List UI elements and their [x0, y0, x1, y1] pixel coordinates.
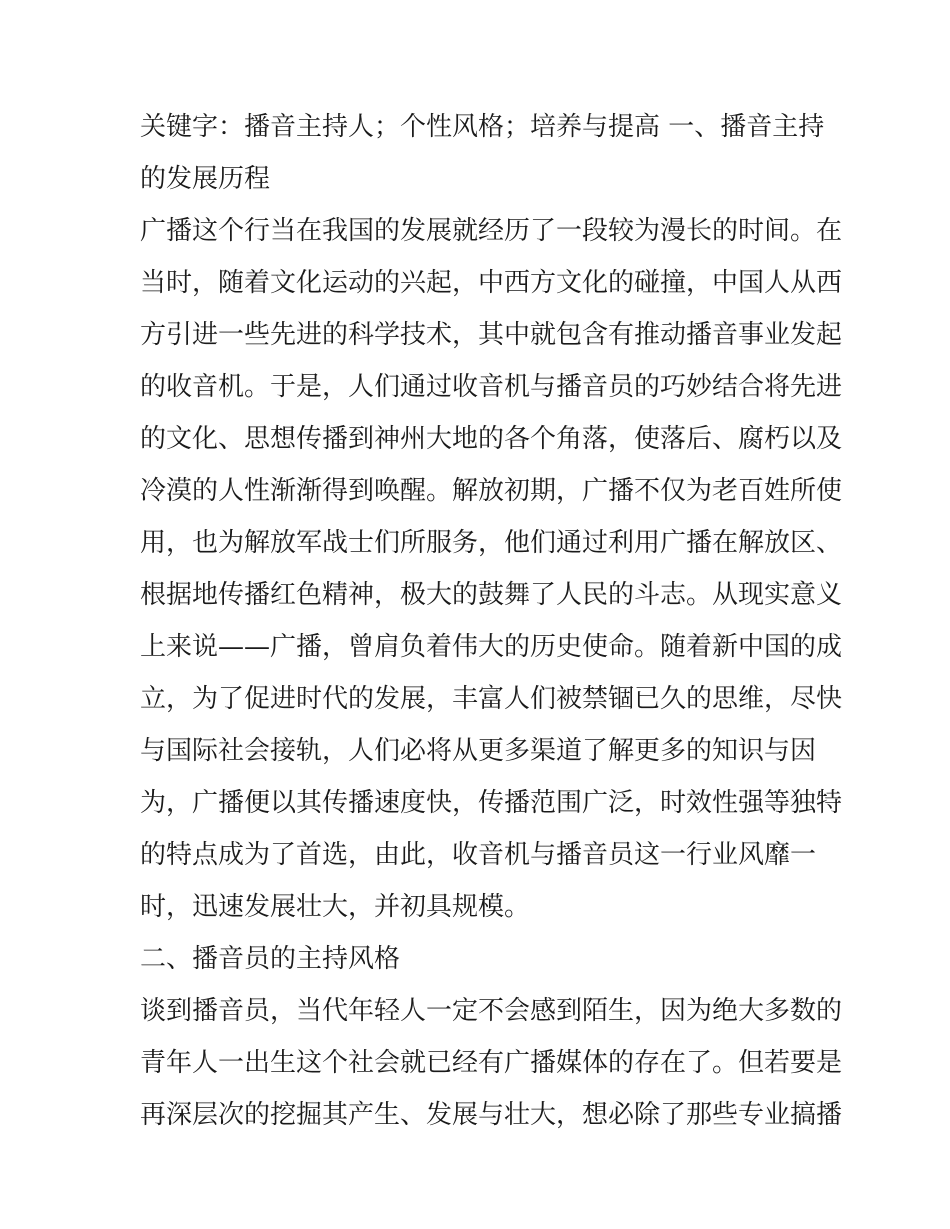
- text-line: 时，迅速发展壮大，并初具规模。: [140, 892, 531, 922]
- text-line: 的特点成为了首选，由此，收音机与播音员这一行业风靡一: [140, 840, 817, 870]
- text-line: 与国际社会接轨，人们必将从更多渠道了解更多的知识与因: [140, 736, 817, 766]
- text-line: 关键字：播音主持人；个性风格；培养与提高 一、播音主持: [140, 112, 825, 142]
- section-heading: 二、播音员的主持风格: [140, 944, 401, 974]
- text-line: 青年人一出生这个社会就已经有广播媒体的存在了。但若要是: [140, 1048, 843, 1078]
- text-line: 再深层次的挖掘其产生、发展与壮大，想必除了那些专业搞播: [140, 1100, 843, 1130]
- text-line: 当时，随着文化运动的兴起，中西方文化的碰撞，中国人从西: [140, 268, 843, 298]
- text-line: 的文化、思想传播到神州大地的各个角落，使落后、腐朽以及: [140, 424, 843, 454]
- text-line: 根据地传播红色精神，极大的鼓舞了人民的斗志。从现实意义: [140, 580, 843, 610]
- text-line: 上来说——广播，曾肩负着伟大的历史使命。随着新中国的成: [140, 632, 843, 662]
- text-line: 冷漠的人性渐渐得到唤醒。解放初期，广播不仅为老百姓所使: [140, 476, 843, 506]
- text-line: 谈到播音员，当代年轻人一定不会感到陌生，因为绝大多数的: [140, 996, 843, 1026]
- text-line: 的发展历程: [140, 164, 271, 194]
- text-line: 方引进一些先进的科学技术，其中就包含有推动播音事业发起: [140, 320, 843, 350]
- text-line: 用，也为解放军战士们所服务，他们通过利用广播在解放区、: [140, 528, 843, 558]
- text-line: 为，广播便以其传播速度快，传播范围广泛，时效性强等独特: [140, 788, 843, 818]
- text-line: 的收音机。于是，人们通过收音机与播音员的巧妙结合将先进: [140, 372, 843, 402]
- text-line: 广播这个行当在我国的发展就经历了一段较为漫长的时间。在: [140, 216, 843, 246]
- text-line: 立，为了促进时代的发展，丰富人们被禁锢已久的思维，尽快: [140, 684, 843, 714]
